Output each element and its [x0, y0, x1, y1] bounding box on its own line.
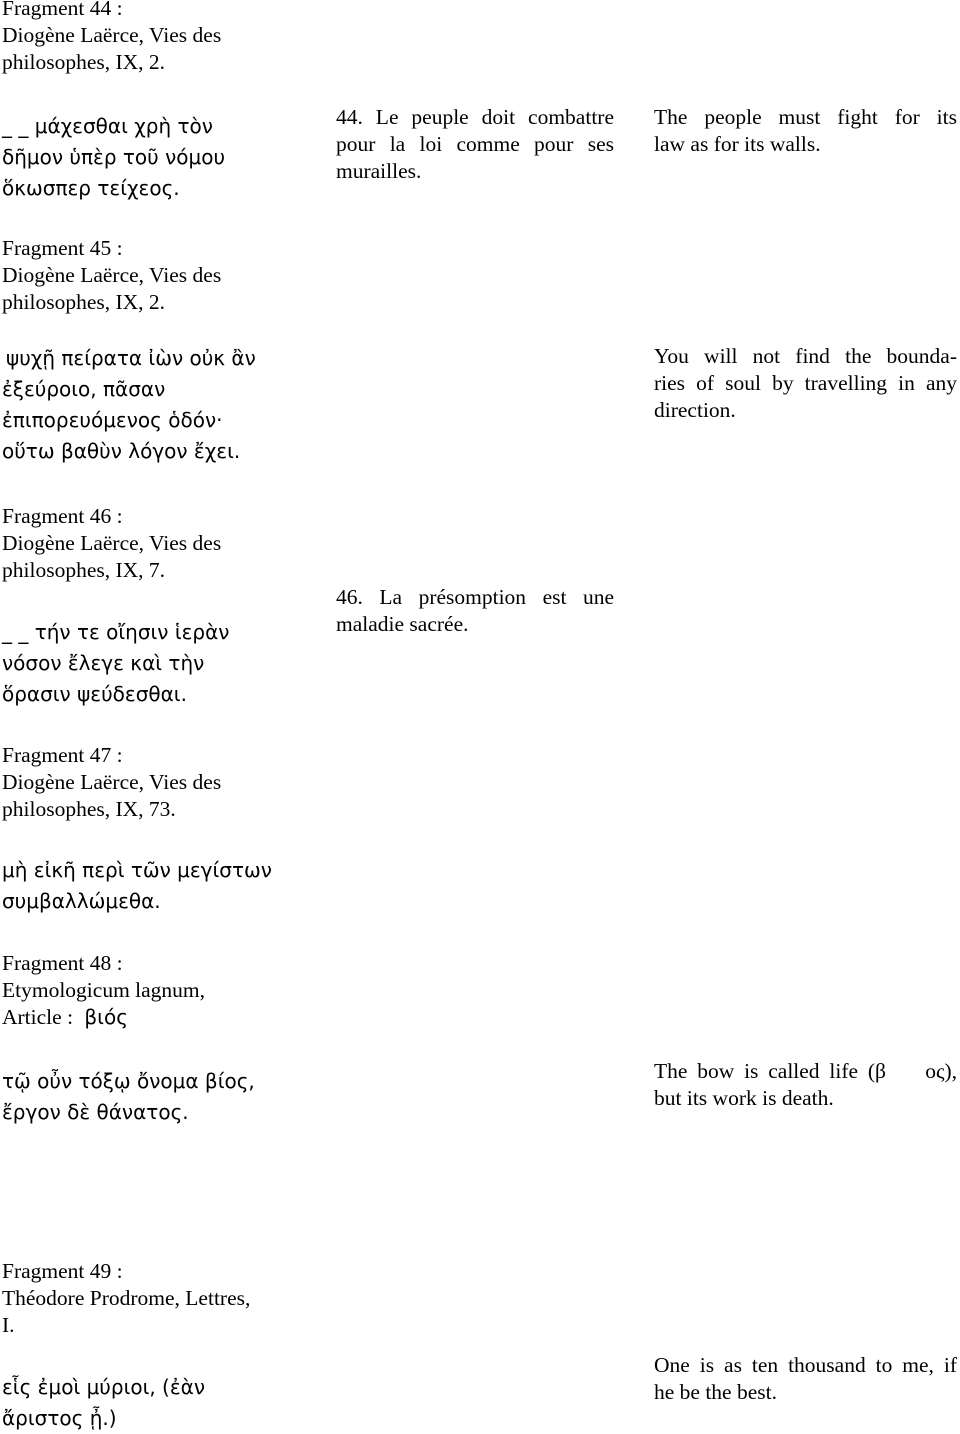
- source-line: Fragment 44 :: [2, 0, 123, 20]
- fragment-48-english: [654, 1058, 957, 1112]
- english-line: ries of soul by travelling in any: [654, 371, 957, 395]
- fragment-48-greek: [2, 1066, 322, 1128]
- fragment-45-source: [2, 235, 302, 316]
- greek-line: ἔργον δὲ θάνατος.: [2, 1100, 189, 1124]
- english-line: The bow is called life (β ος),: [654, 1059, 957, 1083]
- french-line: maladie sacrée.: [336, 612, 469, 636]
- source-line: Diogène Laërce, Vies des: [2, 531, 222, 555]
- greek-line: ψυχῇ πείρατα ἰὼν οὐκ ἂν: [6, 346, 256, 370]
- fragment-49-greek: [2, 1372, 322, 1434]
- source-line: Fragment 45 :: [2, 236, 123, 260]
- source-line: Etymologicum lagnum,: [2, 978, 206, 1002]
- source-line: philosophes, IX, 73.: [2, 797, 176, 821]
- english-line: but its work is death.: [654, 1086, 834, 1110]
- french-line: pour la loi comme pour ses: [336, 132, 614, 156]
- fragment-45-greek: [2, 343, 326, 467]
- fragment-48-source: [2, 950, 302, 1031]
- source-line: Diogène Laërce, Vies des: [2, 263, 222, 287]
- english-line: direction.: [654, 398, 736, 422]
- fragment-46-source: [2, 503, 302, 584]
- source-line: Fragment 48 :: [2, 951, 123, 975]
- greek-line: εἷς ἐμοὶ μύριοι, (ἐὰν: [2, 1375, 206, 1399]
- greek-line: νόσον ἔλεγε καὶ τὴν: [2, 651, 205, 675]
- english-line: You will not find the bounda-: [654, 344, 957, 368]
- source-line: Fragment 47 :: [2, 743, 123, 767]
- article-label: Article :: [2, 1005, 74, 1029]
- source-line: Théodore Prodrome, Lettres,: [2, 1286, 251, 1310]
- english-line: law as for its walls.: [654, 132, 821, 156]
- article-word: βιός: [84, 1005, 128, 1029]
- fragment-44-source: [2, 0, 302, 76]
- greek-line: ἄριστος ᾖ.): [2, 1406, 117, 1430]
- greek-line: ὅκωσπερ τείχεος.: [2, 176, 180, 200]
- greek-line: συμβαλλώμεθα.: [2, 889, 161, 913]
- source-line: philosophes, IX, 2.: [2, 50, 166, 74]
- french-line: 46. La présomption est une: [336, 585, 614, 609]
- fragment-47-source: [2, 742, 302, 823]
- fragment-44-english: [654, 104, 957, 158]
- greek-line: δῆμον ὑπὲρ τοῦ νόμου: [2, 145, 226, 169]
- fragment-49-source: [2, 1258, 302, 1339]
- greek-line: μὴ εἰκῆ περὶ τῶν μεγίστων: [2, 858, 272, 882]
- source-line: I.: [2, 1313, 15, 1337]
- fragment-47-greek: [2, 855, 322, 917]
- source-line: Fragment 49 :: [2, 1259, 123, 1283]
- english-line: he be the best.: [654, 1380, 777, 1404]
- greek-line: τῷ οὖν τόξῳ ὄνομα βίος,: [2, 1069, 255, 1093]
- fragment-46-greek: [2, 617, 322, 710]
- greek-line: _ _ μάχεσθαι χρὴ τὸν: [2, 114, 213, 138]
- greek-line: ἐπιπορευόμενος ὁδόν·: [2, 408, 223, 432]
- greek-line: _ _ τήν τε οἴησιν ἱερὰν: [2, 620, 230, 644]
- fragment-44-french: [336, 104, 614, 185]
- french-line: murailles.: [336, 159, 422, 183]
- english-line: The people must fight for its: [654, 105, 957, 129]
- fragment-44-greek: [2, 111, 322, 204]
- greek-line: ὅρασιν ψεύδεσθαι.: [2, 682, 187, 706]
- source-line: Diogène Laërce, Vies des: [2, 23, 222, 47]
- french-line: 44. Le peuple doit combattre: [336, 105, 614, 129]
- fragment-49-english: [654, 1352, 957, 1406]
- greek-line: οὕτω βαθὺν λόγον ἔχει.: [2, 439, 241, 463]
- source-line: philosophes, IX, 2.: [2, 290, 166, 314]
- source-article: [2, 1004, 302, 1031]
- source-line: Fragment 46 :: [2, 504, 123, 528]
- greek-line: ἐξεύροιο, πᾶσαν: [2, 377, 166, 401]
- source-line: philosophes, IX, 7.: [2, 558, 166, 582]
- source-line: Diogène Laërce, Vies des: [2, 770, 222, 794]
- fragment-46-french: [336, 584, 614, 638]
- english-line: One is as ten thousand to me, if: [654, 1353, 957, 1377]
- fragment-45-english: [654, 343, 957, 424]
